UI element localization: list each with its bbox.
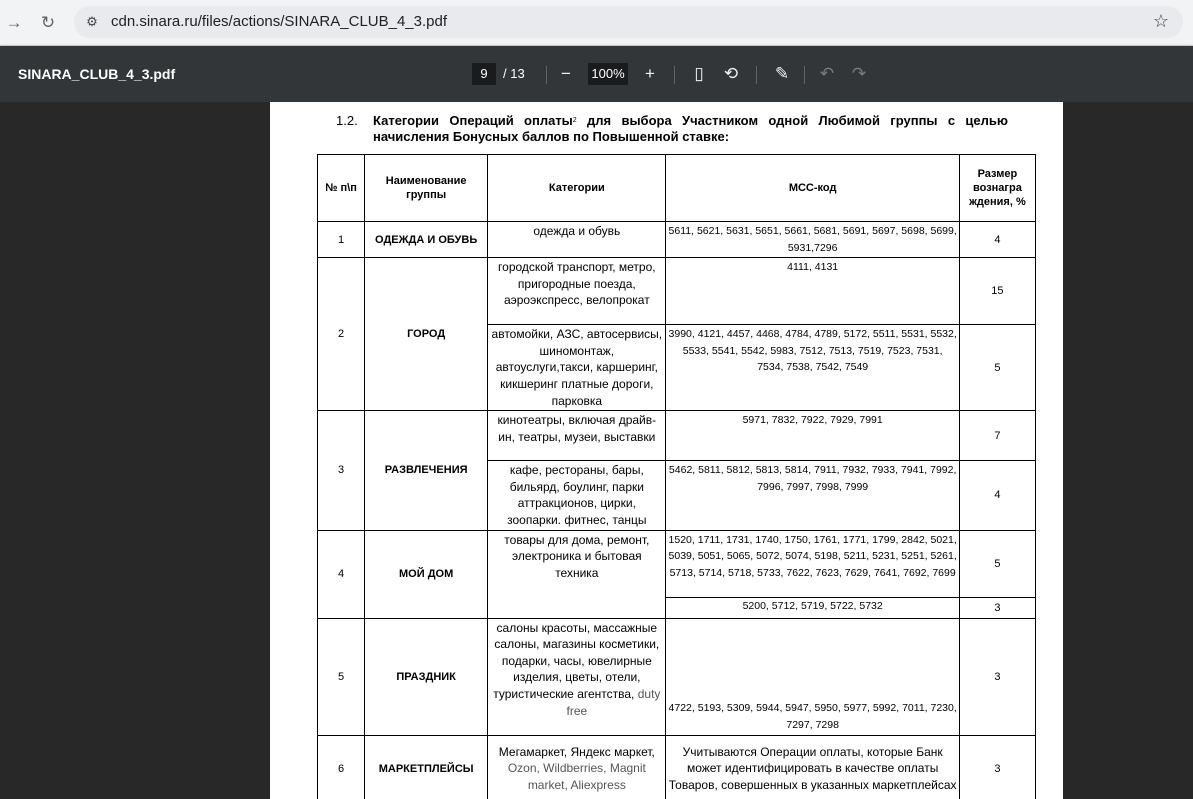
row-reward: 3	[959, 618, 1035, 735]
row-group: РАЗВЛЕЧЕНИЯ	[365, 411, 488, 530]
categories-table	[317, 154, 1036, 799]
browser-chrome	[0, 0, 1193, 46]
row-mcc: 5462, 5811, 5812, 5813, 5814, 7911, 7932, 7933, 7941, 7992, 7996, 7997, 7998, 7999	[666, 461, 959, 530]
row-mcc: 5611, 5621, 5631, 5651, 5661, 5681, 5691, 5697, 5698, 5699, 5931,7296	[666, 222, 959, 258]
row-mcc: 4111, 4131	[666, 258, 959, 325]
header-num: № п\п	[318, 155, 365, 222]
section-title-rest: для выбора Участником одной Любимой группы с целью начисления Бонусных баллов по Повышенной ставке:	[373, 113, 1008, 144]
table-row	[318, 618, 1036, 735]
bookmark-star-icon[interactable]: ☆	[1152, 11, 1169, 31]
redo-icon[interactable]: ↷	[851, 64, 867, 83]
undo-icon[interactable]: ↶	[819, 64, 835, 83]
address-bar[interactable]	[74, 6, 1183, 38]
toolbar-divider	[804, 66, 805, 84]
row-group: ПРАЗДНИК	[365, 618, 488, 735]
row-mcc: Учитываются Операции оплаты, которые Банк может идентифицировать в качестве оплаты Товаров, совершенных в указанных маркетплейсах	[666, 735, 959, 799]
section-title-main: Категории Операций оплаты	[373, 113, 573, 128]
row-mcc: 3990, 4121, 4457, 4468, 4784, 4789, 5172, 5511, 5531, 5532, 5533, 5541, 5542, 5983, 7512, 7513, 7519, 7523, 7531, 7534, 7538, 7542, 7549	[666, 325, 959, 411]
zoom-in-icon[interactable]: +	[645, 64, 655, 83]
row-group: МАРКЕТПЛЕЙСЫ	[365, 735, 488, 799]
pdf-toolbar	[0, 46, 1193, 102]
row-categories: кинотеатры, включая драйв-ин, театры, музеи, выставки	[488, 411, 666, 461]
reload-icon[interactable]: ↻	[40, 13, 56, 32]
site-info-icon[interactable]: ⚙	[86, 14, 98, 29]
row-reward: 5	[959, 325, 1035, 411]
header-categories: Категории	[488, 155, 666, 222]
row-categories	[488, 618, 666, 735]
pdf-page	[270, 102, 1063, 799]
row-group: ОДЕЖДА И ОБУВЬ	[365, 222, 488, 258]
header-group: Наименование группы	[365, 155, 488, 222]
table-row	[318, 222, 1036, 258]
page-total: / 13	[503, 66, 525, 81]
rotate-icon[interactable]: ⟲	[723, 64, 739, 83]
row-num: 3	[318, 411, 365, 530]
section-number: 1.2.	[336, 113, 358, 128]
annotate-icon[interactable]: ✎	[774, 64, 790, 83]
row-num: 5	[318, 618, 365, 735]
row-categories: кафе, рестораны, бары, бильярд, боулинг, парки аттракционов, цирки, зоопарки. фитнес, танцы	[488, 461, 666, 530]
row-categories: городской транспорт, метро, пригородные поезда, аэроэкспресс, велопрокат	[488, 258, 666, 325]
row-mcc: 1520, 1711, 1731, 1740, 1750, 1761, 1771, 1799, 2842, 5021, 5039, 5051, 5065, 5072, 5074, 5198, 5211, 5231, 5251, 5261, 5713, 5714, 5718, 5733, 7622, 7623, 7629, 7641, 7692, 7699	[666, 530, 959, 597]
row-reward: 3	[959, 597, 1035, 618]
table-row	[318, 258, 1036, 325]
header-mcc: МСС-код	[666, 155, 959, 222]
row-num: 6	[318, 735, 365, 799]
row-group: МОЙ ДОМ	[365, 530, 488, 618]
row-reward: 4	[959, 222, 1035, 258]
toolbar-divider	[546, 66, 547, 84]
table-row	[318, 530, 1036, 597]
row-num: 1	[318, 222, 365, 258]
table-header-row	[318, 155, 1036, 222]
forward-icon[interactable]: →	[5, 13, 23, 32]
toolbar-divider	[674, 66, 675, 84]
url-text[interactable]: cdn.sinara.ru/files/actions/SINARA_CLUB_4_3.pdf	[111, 13, 448, 30]
row-categories: автомойки, АЗС, автосервисы, шиномонтаж, автоуслуги,такси, каршеринг, кикшеринг платные дороги, парковка	[488, 325, 666, 411]
row-reward: 15	[959, 258, 1035, 325]
row-categories: одежда и обувь	[488, 222, 666, 258]
pdf-file-name: SINARA_CLUB_4_3.pdf	[18, 66, 176, 82]
row-reward: 5	[959, 530, 1035, 597]
row-num: 2	[318, 258, 365, 411]
table-row	[318, 735, 1036, 799]
row-categories: товары для дома, ремонт, электроника и бытовая техника	[488, 530, 666, 618]
table-row	[318, 411, 1036, 461]
row-mcc: 4722, 5193, 5309, 5944, 5947, 5950, 5977, 5992, 7011, 7230, 7297, 7298	[666, 618, 959, 735]
row-categories-main: Мегамаркет, Яндекс маркет,	[498, 744, 655, 759]
row-reward: 7	[959, 411, 1035, 461]
zoom-input[interactable]: 100%	[588, 63, 628, 85]
row-mcc: 5971, 7832, 7922, 7929, 7991	[666, 411, 959, 461]
pdf-viewport[interactable]	[0, 102, 1193, 799]
row-reward: 3	[959, 735, 1035, 799]
zoom-out-icon[interactable]: −	[561, 64, 571, 83]
fit-page-icon[interactable]: ▯	[694, 64, 704, 83]
row-categories-extra: Ozon, Wildberries, Magnit market, Aliexpress	[507, 761, 646, 792]
row-group: ГОРОД	[365, 258, 488, 411]
row-categories	[488, 735, 666, 799]
row-categories-main: салоны красоты, массажные салоны, магазины косметики, подарки, часы, ювелирные изделия, цветы, отели, туристические агентства,	[493, 620, 660, 701]
section-title	[336, 113, 1008, 145]
row-reward: 4	[959, 461, 1035, 530]
row-num: 4	[318, 530, 365, 618]
header-reward: Размер вознагра ждения, %	[959, 155, 1035, 222]
row-mcc: 5200, 5712, 5719, 5722, 5732	[666, 597, 959, 618]
page-number-input[interactable]: 9	[472, 63, 496, 85]
row-categories-extra: duty free	[566, 686, 661, 718]
section-heading	[336, 113, 1008, 145]
toolbar-divider	[756, 66, 757, 84]
footnote-marker: 2	[572, 117, 577, 124]
